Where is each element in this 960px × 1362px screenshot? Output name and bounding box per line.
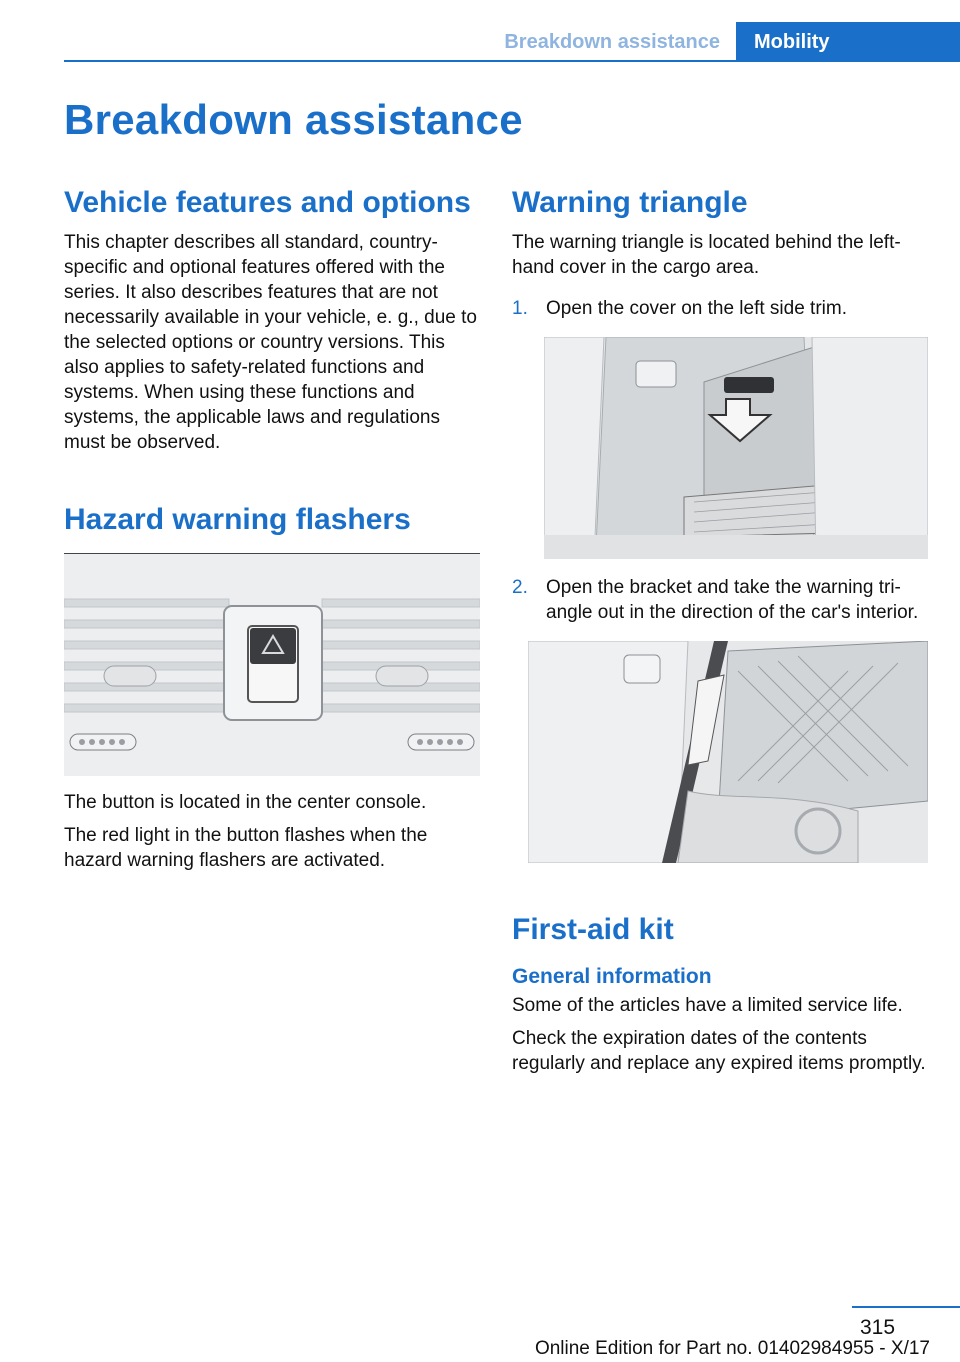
first-aid-service-life-text: Some of the articles have a limited service life. xyxy=(512,995,903,1016)
step-number: 2. xyxy=(512,577,528,598)
warning-triangle-intro: The warning triangle is located behind the left-hand cover in the cargo area. xyxy=(512,232,901,278)
footer-rule xyxy=(852,1306,960,1308)
page-title: Breakdown assistance xyxy=(64,96,523,143)
vehicle-features-heading: Vehicle features and options xyxy=(64,186,471,219)
hazard-light-text: The red light in the button flashes when the hazard warning flashers are activated. xyxy=(64,825,428,871)
hazard-location-text: The button is located in the center console. xyxy=(64,792,427,813)
right-column xyxy=(512,184,928,1076)
running-header-section: Breakdown assistance xyxy=(504,31,720,53)
bracket-image xyxy=(528,641,928,863)
warning-triangle-heading: Warning triangle xyxy=(512,186,748,219)
first-aid-heading: First-aid kit xyxy=(512,913,674,946)
step-text: Open the bracket and take the warning triangle out in the direction of the car's interior. xyxy=(546,577,919,623)
step-2 xyxy=(512,575,928,625)
header-rule xyxy=(64,60,960,62)
hazard-button-image xyxy=(64,553,480,776)
step-number: 1. xyxy=(512,298,528,319)
chapter-tab: Mobility xyxy=(736,22,960,62)
hazard-heading: Hazard warning flashers xyxy=(64,503,411,536)
step-text: Open the cover on the left side trim. xyxy=(546,298,847,319)
page-number: 315 xyxy=(860,1316,896,1339)
step-1 xyxy=(512,296,928,321)
general-info-subheading: General information xyxy=(512,965,712,988)
left-column xyxy=(64,184,480,873)
edition-line: Online Edition for Part no. 01402984955 - X/17 xyxy=(534,1338,930,1359)
vehicle-features-text: This chapter describes all standard, country-specific and optional features offered with the series. It also describes features that are not necessarily available in your vehicle, e. g., due to the selected options or country versions. This also applies to safety-related functions and systems. When using these functions and systems, the applicable laws and regulations must be observed. xyxy=(64,232,477,453)
first-aid-expiration-text: Check the expiration dates of the contents regularly and replace any expired items promptly. xyxy=(512,1028,926,1074)
cover-image xyxy=(544,337,928,559)
